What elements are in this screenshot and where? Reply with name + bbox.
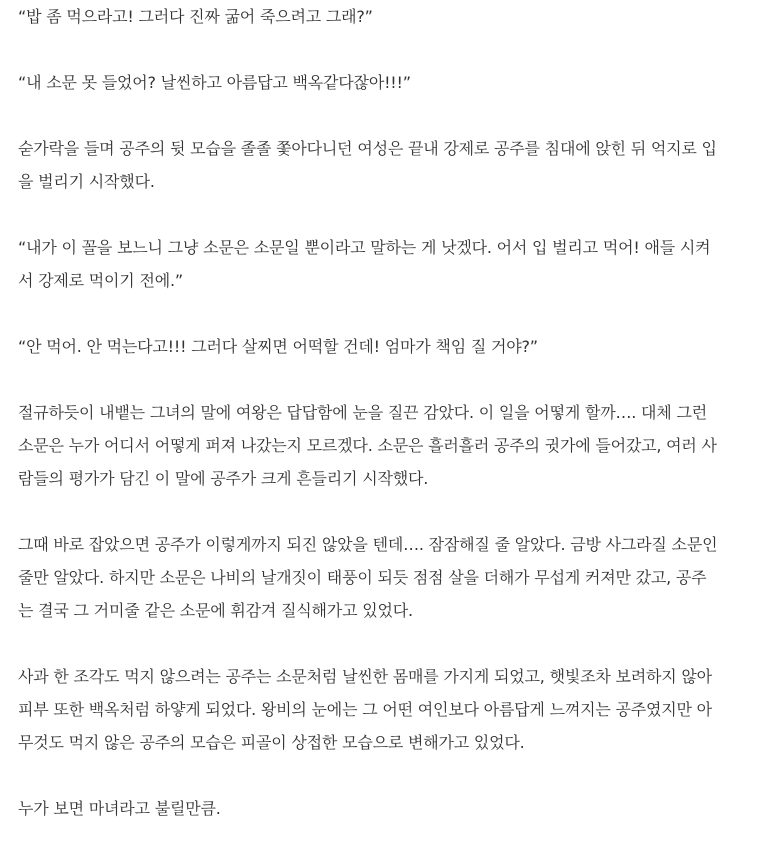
paragraph-gap	[18, 495, 760, 528]
story-text	[18, 0, 760, 825]
paragraph-gap	[18, 297, 760, 330]
paragraph-gap	[18, 363, 760, 396]
text-line: 누가 보면 마녀라고 불릴만큼.	[18, 799, 221, 818]
text-line: 을 벌리기 시작했다.	[18, 172, 155, 191]
text-line: 그때 바로 잡았으면 공주가 이렇게까지 되진 않았을 텐데…. 잠잠해질 줄 알았다. 금방 사그라질 소문인	[18, 535, 718, 554]
text-line: 는 결국 그 거미줄 같은 소문에 휘감겨 질식해가고 있었다.	[18, 601, 413, 620]
paragraph	[18, 528, 760, 627]
paragraph-gap	[18, 99, 760, 132]
text-line: 사과 한 조각도 먹지 않으려는 공주는 소문처럼 날씬한 몸매를 가지게 되었고, 햇빛조차 보려하지 않아	[18, 667, 712, 686]
text-line: “내 소문 못 들었어? 날씬하고 아름답고 백옥같다잖아!!!”	[18, 73, 411, 92]
text-line: 서 강제로 먹이기 전에.”	[18, 271, 183, 290]
paragraph-gap	[18, 627, 760, 660]
paragraph	[18, 66, 760, 99]
text-line: 피부 또한 백옥처럼 하얗게 되었다. 왕비의 눈에는 그 어떤 여인보다 아름답게 느껴지는 공주였지만 아	[18, 700, 712, 719]
text-line: “밥 좀 먹으라고! 그러다 진짜 굶어 죽으려고 그래?”	[18, 7, 373, 26]
text-line: “안 먹어. 안 먹는다고!!! 그러다 살찌면 어떡할 건데! 엄마가 책임 질 거야?”	[18, 337, 538, 356]
paragraph	[18, 231, 760, 297]
paragraph-gap	[18, 759, 760, 792]
paragraph	[18, 792, 760, 825]
paragraph	[18, 132, 760, 198]
text-line: 절규하듯이 내뱉는 그녀의 말에 여왕은 답답함에 눈을 질끈 감았다. 이 일을 어떻게 할까…. 대체 그런	[18, 403, 707, 422]
text-line: 숟가락을 들며 공주의 뒷 모습을 졸졸 쫓아다니던 여성은 끝내 강제로 공주를 침대에 앉힌 뒤 억지로 입	[18, 139, 717, 158]
text-line: 소문은 누가 어디서 어떻게 퍼져 나갔는지 모르겠다. 소문은 흘러흘러 공주의 귓가에 들어갔고, 여러 사	[18, 436, 717, 455]
text-line: 무것도 먹지 않은 공주의 모습은 피골이 상접한 모습으로 변해가고 있었다.	[18, 733, 525, 752]
paragraph	[18, 660, 760, 759]
text-line: 람들의 평가가 담긴 이 말에 공주가 크게 흔들리기 시작했다.	[18, 469, 429, 488]
text-line: “내가 이 꼴을 보느니 그냥 소문은 소문일 뿐이라고 말하는 게 낫겠다. 어서 입 벌리고 먹어! 애들 시켜	[18, 238, 711, 257]
paragraph-gap	[18, 198, 760, 231]
paragraph	[18, 330, 760, 363]
paragraph	[18, 0, 760, 33]
text-line: 줄만 알았다. 하지만 소문은 나비의 날개짓이 태풍이 되듯 점점 살을 더해가 무섭게 커져만 갔고, 공주	[18, 568, 707, 587]
paragraph	[18, 396, 760, 495]
paragraph-gap	[18, 33, 760, 66]
